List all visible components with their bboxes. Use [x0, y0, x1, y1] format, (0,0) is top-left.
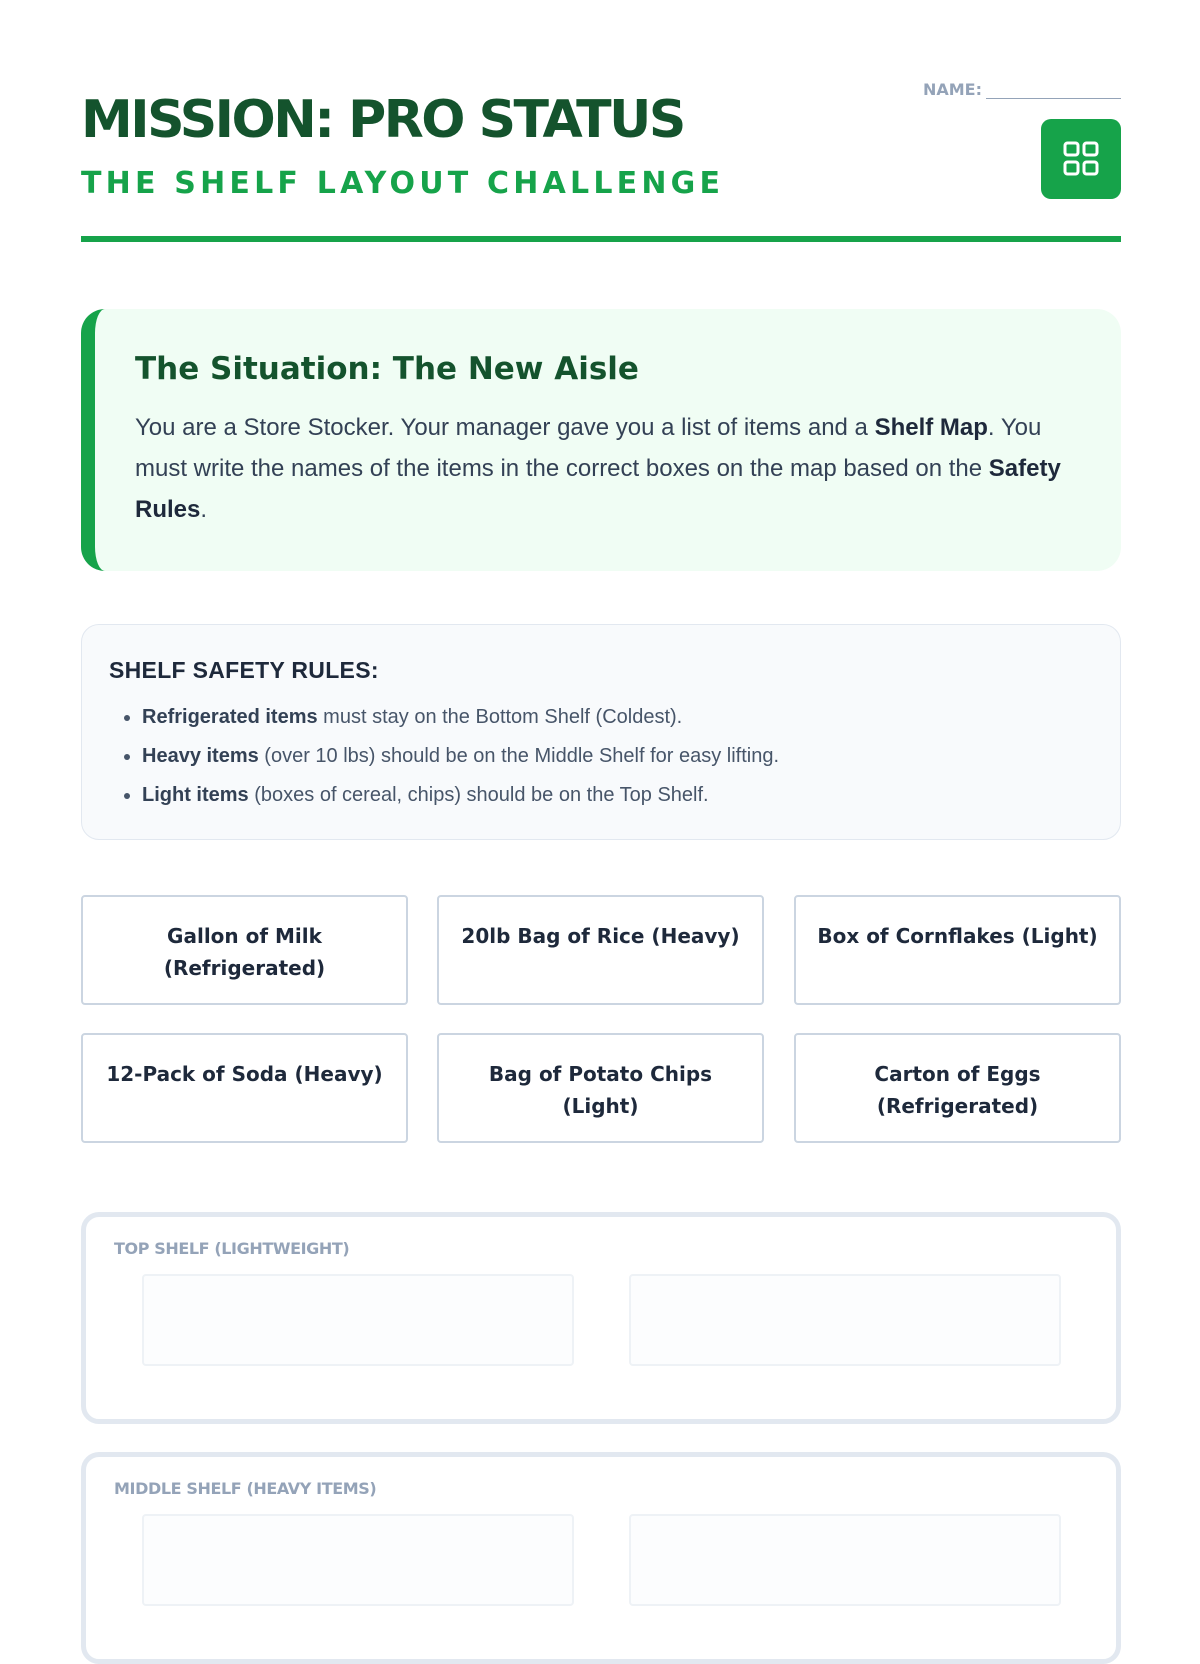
- situation-text: You are a Store Stocker. Your manager gave you a list of items and a Shelf Map. You must write the names of the items in the correct boxes on the map based on the Safety Rules.: [135, 414, 1061, 523]
- top-shelf: [81, 1212, 1121, 1424]
- item-card[interactable]: Gallon of Milk (Refrigerated): [81, 895, 408, 1005]
- item-card[interactable]: 20lb Bag of Rice (Heavy): [437, 895, 764, 1005]
- header-divider: [81, 236, 1121, 242]
- safety-rules-panel: [81, 624, 1121, 840]
- name-label: NAME:: [922, 80, 982, 99]
- item-card[interactable]: 12-Pack of Soda (Heavy): [81, 1033, 408, 1143]
- middle-shelf: [81, 1452, 1121, 1664]
- shelf-slot[interactable]: [142, 1274, 574, 1366]
- shelf-label: TOP SHELF (LIGHTWEIGHT): [114, 1239, 350, 1258]
- shelf-map-emphasis: Shelf Map: [874, 414, 988, 441]
- rule-item: • Refrigerated items must stay on the Bottom Shelf (Coldest).: [142, 698, 1093, 737]
- rule-item: • Heavy items (over 10 lbs) should be on the Middle Shelf for easy lifting.: [142, 737, 1093, 776]
- rules-list: [109, 698, 1093, 815]
- item-card[interactable]: Carton of Eggs (Refrigerated): [794, 1033, 1121, 1143]
- rules-heading: SHELF SAFETY RULES:: [109, 657, 379, 683]
- grid-icon: [1062, 140, 1100, 178]
- safety-rules-emphasis: Safety Rules: [135, 455, 1061, 523]
- shelf-slot[interactable]: [142, 1514, 574, 1606]
- situation-callout: [81, 309, 1121, 571]
- item-card[interactable]: Box of Cornflakes (Light): [794, 895, 1121, 1005]
- name-blank-line[interactable]: [986, 81, 1121, 99]
- shelf-label: MIDDLE SHELF (HEAVY ITEMS): [114, 1479, 377, 1498]
- page-title: MISSION: PRO STATUS: [81, 90, 684, 150]
- name-field[interactable]: [923, 80, 1121, 99]
- header: [81, 0, 1121, 245]
- shelf-slot[interactable]: [629, 1274, 1061, 1366]
- shelf-slot[interactable]: [629, 1514, 1061, 1606]
- item-card[interactable]: Bag of Potato Chips (Light): [437, 1033, 764, 1143]
- situation-heading: The Situation: The New Aisle: [135, 351, 639, 387]
- worksheet-page: [81, 0, 1121, 1498]
- rule-item: • Light items (boxes of cereal, chips) should be on the Top Shelf.: [142, 776, 1093, 815]
- grid-badge: [1041, 119, 1121, 199]
- page-subtitle: THE SHELF LAYOUT CHALLENGE: [81, 166, 725, 201]
